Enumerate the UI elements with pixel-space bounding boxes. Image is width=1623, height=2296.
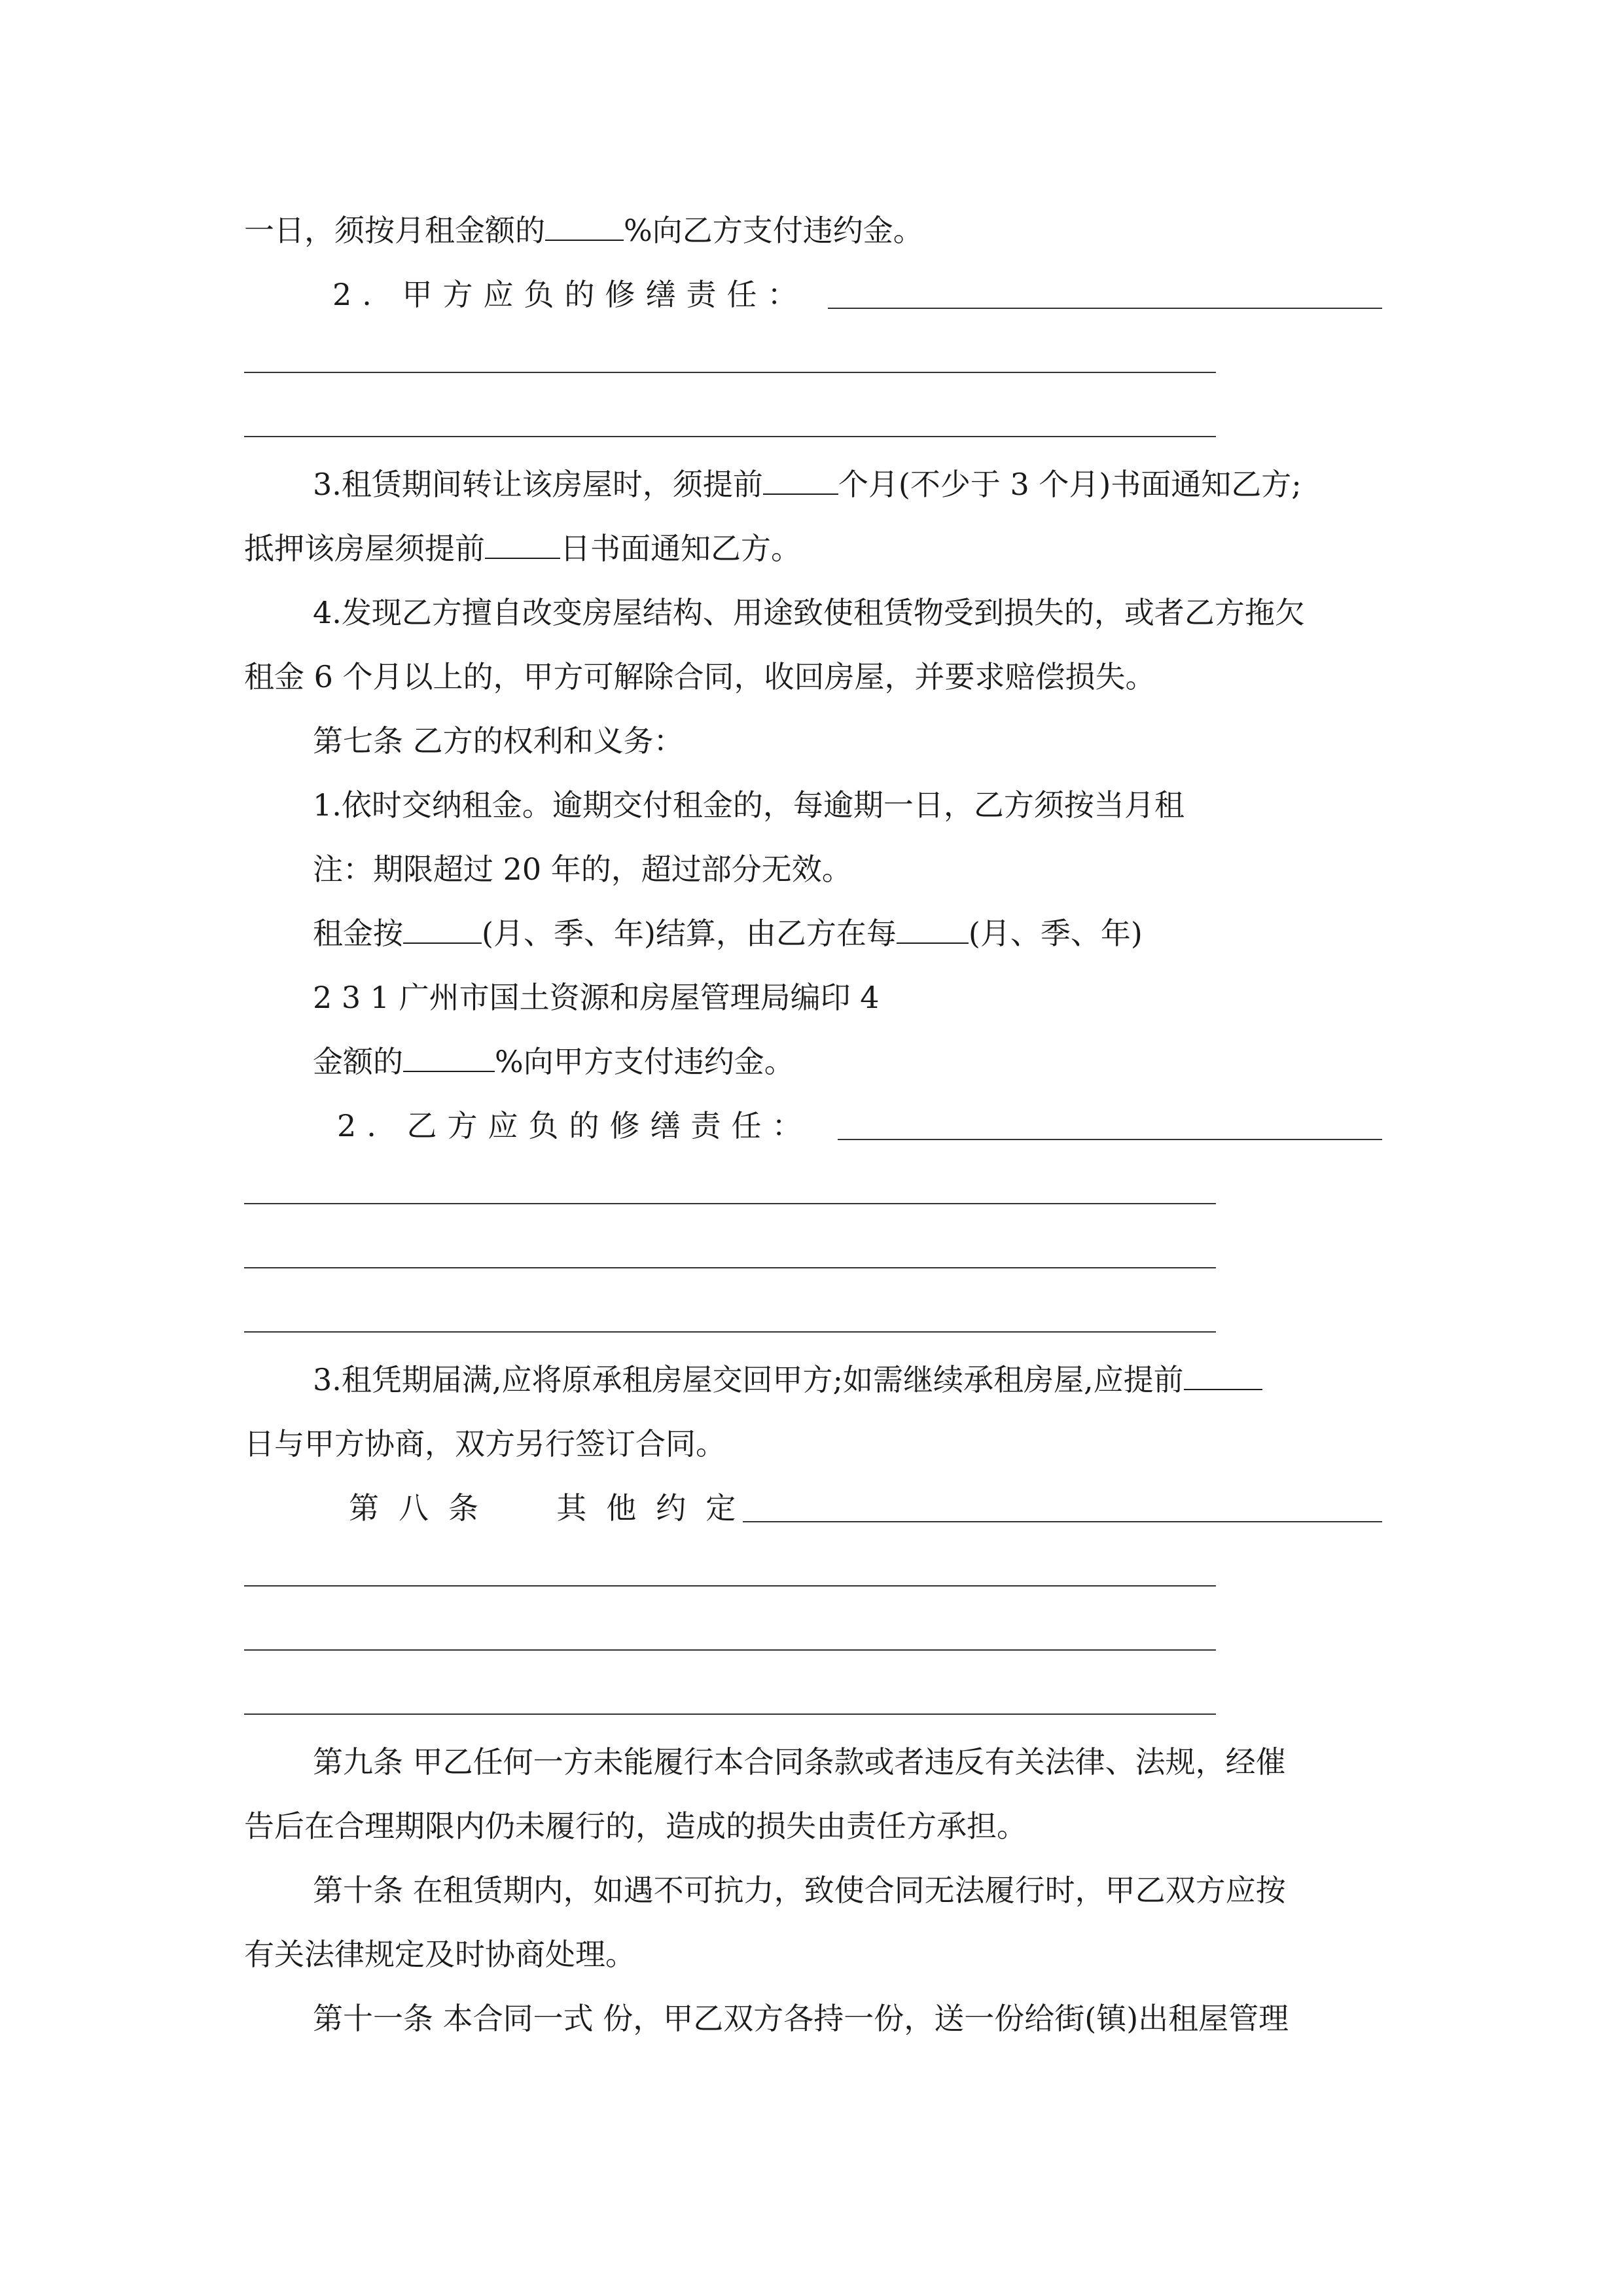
fill-line — [828, 308, 1382, 309]
fill-line — [244, 1713, 1216, 1715]
fill-line — [244, 372, 1216, 373]
text-line: 3.租凭期届满,应将原承租房屋交回甲方;如需继续承租房屋,应提前 — [313, 1360, 1262, 1399]
text-line: 第十一条 本合同一式 份，甲乙双方各持一份，送一份给街(镇)出租屋管理 — [313, 2001, 1289, 2036]
text-line: 租金 6 个月以上的，甲方可解除合同，收回房屋，并要求赔偿损失。 — [244, 659, 1156, 694]
text-line: 抵押该房屋须提前 日书面通知乙方。 — [244, 531, 801, 566]
note-line: 注：期限超过 20 年的，超过部分无效。 — [313, 852, 852, 887]
text-line: 1.依时交纳租金。逾期交付租金的，每逾期一日，乙方须按当月租 — [313, 787, 1185, 823]
blank-field — [1184, 1363, 1262, 1390]
text-line: 有关法律规定及时协商处理。 — [244, 1937, 635, 1972]
text-line: 告后在合理期限内仍未履行的，造成的损失由责任方承担。 — [244, 1808, 1027, 1844]
text-line: 2. 甲方应负的修缮责任： — [332, 277, 808, 312]
text-line: 第十条 在租赁期内，如遇不可抗力，致使合同无法履行时，甲乙双方应按 — [313, 1873, 1286, 1908]
fill-line — [244, 1649, 1216, 1651]
fill-line — [244, 1585, 1216, 1587]
text-line: 4.发现乙方擅自改变房屋结构、用途致使租赁物受到损失的，或者乙方拖欠 — [313, 595, 1305, 630]
fill-line — [743, 1521, 1382, 1522]
blank-field — [897, 916, 969, 944]
text-line: 2. 乙方应负的修缮责任： — [337, 1108, 813, 1143]
text-line: 第九条 甲乙任何一方未能履行本合同条款或者违反有关法律、法规，经催 — [313, 1744, 1286, 1780]
blank-field — [545, 213, 624, 241]
fill-line — [838, 1139, 1382, 1140]
text-line: 3.租赁期间转让该房屋时，须提前 个月(不少于 3 个月)书面通知乙方; — [313, 467, 1302, 502]
text-line: 一日，须按月租金额的 %向乙方支付违约金。 — [244, 213, 923, 248]
fill-line — [244, 1203, 1216, 1204]
blank-field — [485, 531, 560, 559]
footer-imprint: 2 3 1 广州市国土资源和房屋管理局编印 4 — [313, 980, 880, 1015]
blank-field — [403, 916, 482, 944]
fill-line — [244, 1267, 1216, 1268]
blank-field — [403, 1045, 495, 1072]
blank-field — [763, 467, 838, 495]
fill-line — [244, 436, 1216, 437]
section-heading: 第八条 其他约定 — [349, 1490, 756, 1526]
fill-line — [244, 1331, 1216, 1333]
text-line: 租金按 (月、季、年)结算，由乙方在每 (月、季、年) — [313, 916, 1143, 951]
text-line: 金额的 %向甲方支付违约金。 — [313, 1044, 794, 1079]
text-line: 日与甲方协商，双方另行签订合同。 — [244, 1426, 726, 1462]
section-heading: 第七条 乙方的权利和义务： — [313, 723, 684, 759]
